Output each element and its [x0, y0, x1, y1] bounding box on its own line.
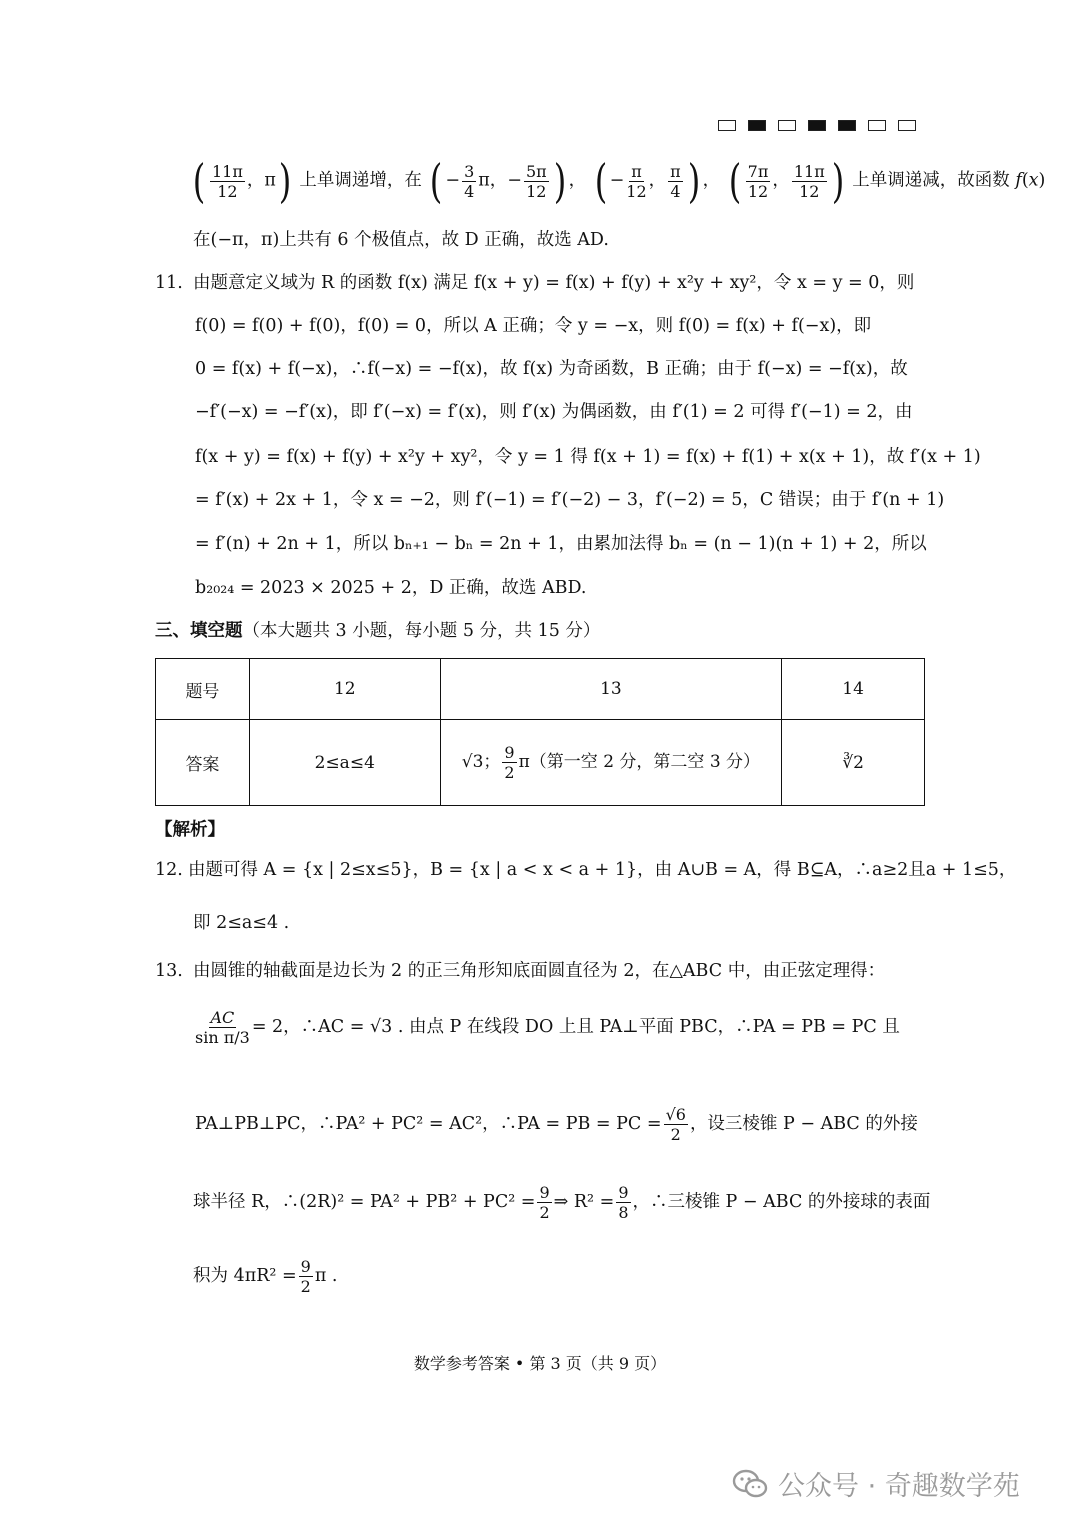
p11-line6: = f′(x) + 2x + 1，令 x = −2，则 f′(−1) = f′(−2) − 3，f′(−2) = 5，C 错误；由于 f′(n + 1)	[195, 490, 945, 510]
answer-13-root: √3；	[461, 752, 501, 772]
p10-line2: 在(−π，π)上共有 6 个极值点，故 D 正确，故选 AD.	[193, 230, 609, 250]
header-square-mark	[868, 120, 886, 131]
text: 上单调递增，在	[299, 170, 422, 191]
p13-line1: 由圆锥的轴截面是边长为 2 的正三角形知底面圆直径为 2，在△ABC 中，由正弦定理得：	[193, 961, 886, 981]
p13-line3	[195, 1105, 918, 1144]
section3-label: 三、填空题	[155, 621, 243, 641]
page-footer: 数学参考答案 • 第 3 页（共 9 页）	[413, 1354, 667, 1373]
fraction: $\frac{11\pi}{12}$	[793, 161, 825, 201]
header-square-mark	[838, 120, 856, 131]
answer-13-note: （第一空 2 分，第二空 3 分）	[529, 752, 761, 772]
p12-number: 12.	[155, 860, 183, 880]
text: ，设三棱锥 P − ABC 的外接	[689, 1114, 918, 1134]
section3-heading	[155, 619, 600, 643]
section3-note: （本大题共 3 小题，每小题 5 分，共 15 分）	[242, 621, 601, 641]
text: 球半径 R，∴(2R)² = PA² + PB² + PC² =	[193, 1192, 536, 1212]
wechat-icon	[732, 1469, 768, 1499]
p10-line1: ( $\frac{11\pi}{12}$ ，π) 上单调递增，在 ( − $\frac{3}{4}$ π，− $\frac{5\pi}{12}$ ) ， ( − $\frac{\pi}{12}$ ， $\frac{\pi}{4}$ ) ， ( $\frac{7\pi}{12}$ ， $\frac{11\pi}{12}$ ) 上单调递减，故函数 f(x)	[192, 154, 1046, 208]
frac-den: 2	[504, 763, 515, 782]
pi: π	[518, 752, 530, 772]
answer-14: ∛2	[782, 720, 925, 806]
table-header-cell: 13	[440, 659, 782, 720]
header-square-mark	[748, 120, 766, 131]
text: π .	[314, 1266, 338, 1286]
text: ⇒ R² =	[553, 1192, 615, 1212]
p12-line1: 由题可得 A = {x | 2≤x≤5}，B = {x | a < x < a + 1}，由 A∪B = A，得 B⊆A，∴a≥2且a + 1≤5，	[188, 860, 1017, 880]
text: 积为 4πR² =	[193, 1266, 297, 1286]
p11-line8: b₂₀₂₄ = 2023 × 2025 + 2，D 正确，故选 ABD.	[195, 578, 587, 598]
fraction	[195, 1008, 250, 1047]
p12-line2: 即 2≤a≤4 .	[193, 913, 290, 933]
table-answer-row	[156, 720, 925, 806]
frac-den: sin π/3	[195, 1028, 250, 1047]
p11-line4: −f′(−x) = −f′(x)，即 f′(−x) = f′(x)，则 f′(x) 为偶函数，由 f′(1) = 2 可得 f′(−1) = 2，由	[195, 402, 913, 422]
fraction: $\frac{11\pi}{12}$	[211, 161, 243, 201]
header-square-mark	[808, 120, 826, 131]
fraction: $\frac{5\pi}{12}$	[525, 161, 547, 201]
header-square-mark	[718, 120, 736, 131]
p13-line4	[193, 1183, 930, 1222]
answer-13	[440, 720, 782, 806]
p11-line2: f(0) = f(0) + f(0)，f(0) = 0，所以 A 正确；令 y = −x，则 f(0) = f(x) + f(−x)，即	[195, 316, 872, 336]
text: = 2，∴AC = √3 . 由点 P 在线段 DO 上且 PA⊥平面 PBC，∴PA = PB = PC 且	[251, 1017, 900, 1037]
frac-num: 9	[504, 743, 515, 762]
table-header-row	[156, 659, 925, 720]
fraction: $\frac{9}{8}$	[618, 1183, 629, 1222]
fraction	[502, 743, 516, 782]
text: ，∴三棱锥 P − ABC 的外接球的表面	[632, 1192, 931, 1212]
fraction: $\frac{\pi}{4}$	[670, 161, 681, 201]
p13-line5	[193, 1257, 337, 1296]
answer-table	[155, 658, 925, 806]
fraction: $\frac{\pi}{12}$	[626, 161, 647, 201]
jiexi-label: 【解析】	[155, 820, 225, 840]
frac-num: AC	[210, 1008, 235, 1027]
table-header-cell: 题号	[156, 659, 250, 720]
header-square-marks	[718, 120, 916, 131]
p11-line1: 由题意定义域为 R 的函数 f(x) 满足 f(x + y) = f(x) + f(y) + x²y + xy²，令 x = y = 0，则	[193, 273, 915, 293]
header-square-mark	[898, 120, 916, 131]
table-row-label: 答案	[156, 720, 250, 806]
p13-number: 13.	[155, 961, 183, 981]
p11-line5: f(x + y) = f(x) + f(y) + x²y + xy²，令 y = 1 得 f(x + 1) = f(x) + f(1) + x(x + 1)，故 f′(x + 1)	[195, 447, 981, 467]
table-header-cell: 12	[249, 659, 440, 720]
watermark-text: 公众号 · 奇趣数学苑	[778, 1471, 1020, 1502]
p11-number: 11.	[155, 273, 183, 293]
header-square-mark	[778, 120, 796, 131]
p11-line3: 0 = f(x) + f(−x)，∴f(−x) = −f(x)，故 f(x) 为奇函数，B 正确；由于 f(−x) = −f(x)，故	[195, 359, 908, 379]
answer-12: 2≤a≤4	[249, 720, 440, 806]
fraction: $\frac{7\pi}{12}$	[747, 161, 769, 201]
text: PA⊥PB⊥PC，∴PA² + PC² = AC²，∴PA = PB = PC =	[195, 1114, 662, 1134]
frac-den: 2	[670, 1125, 681, 1144]
fraction: $\frac{9}{2}$	[539, 1183, 550, 1222]
watermark	[732, 1464, 1020, 1503]
fraction: $\frac{3}{4}$	[464, 161, 475, 201]
fraction	[664, 1105, 688, 1144]
table-header-cell: 14	[782, 659, 925, 720]
text: 上单调递减，故函数	[852, 170, 1010, 191]
frac-num: √6	[665, 1105, 686, 1124]
fraction: $\frac{9}{2}$	[300, 1257, 311, 1296]
p13-line2	[193, 1008, 900, 1047]
p11-line7: = f′(n) + 2n + 1，所以 bₙ₊₁ − bₙ = 2n + 1，由累加法得 bₙ = (n − 1)(n + 1) + 2，所以	[195, 534, 927, 554]
